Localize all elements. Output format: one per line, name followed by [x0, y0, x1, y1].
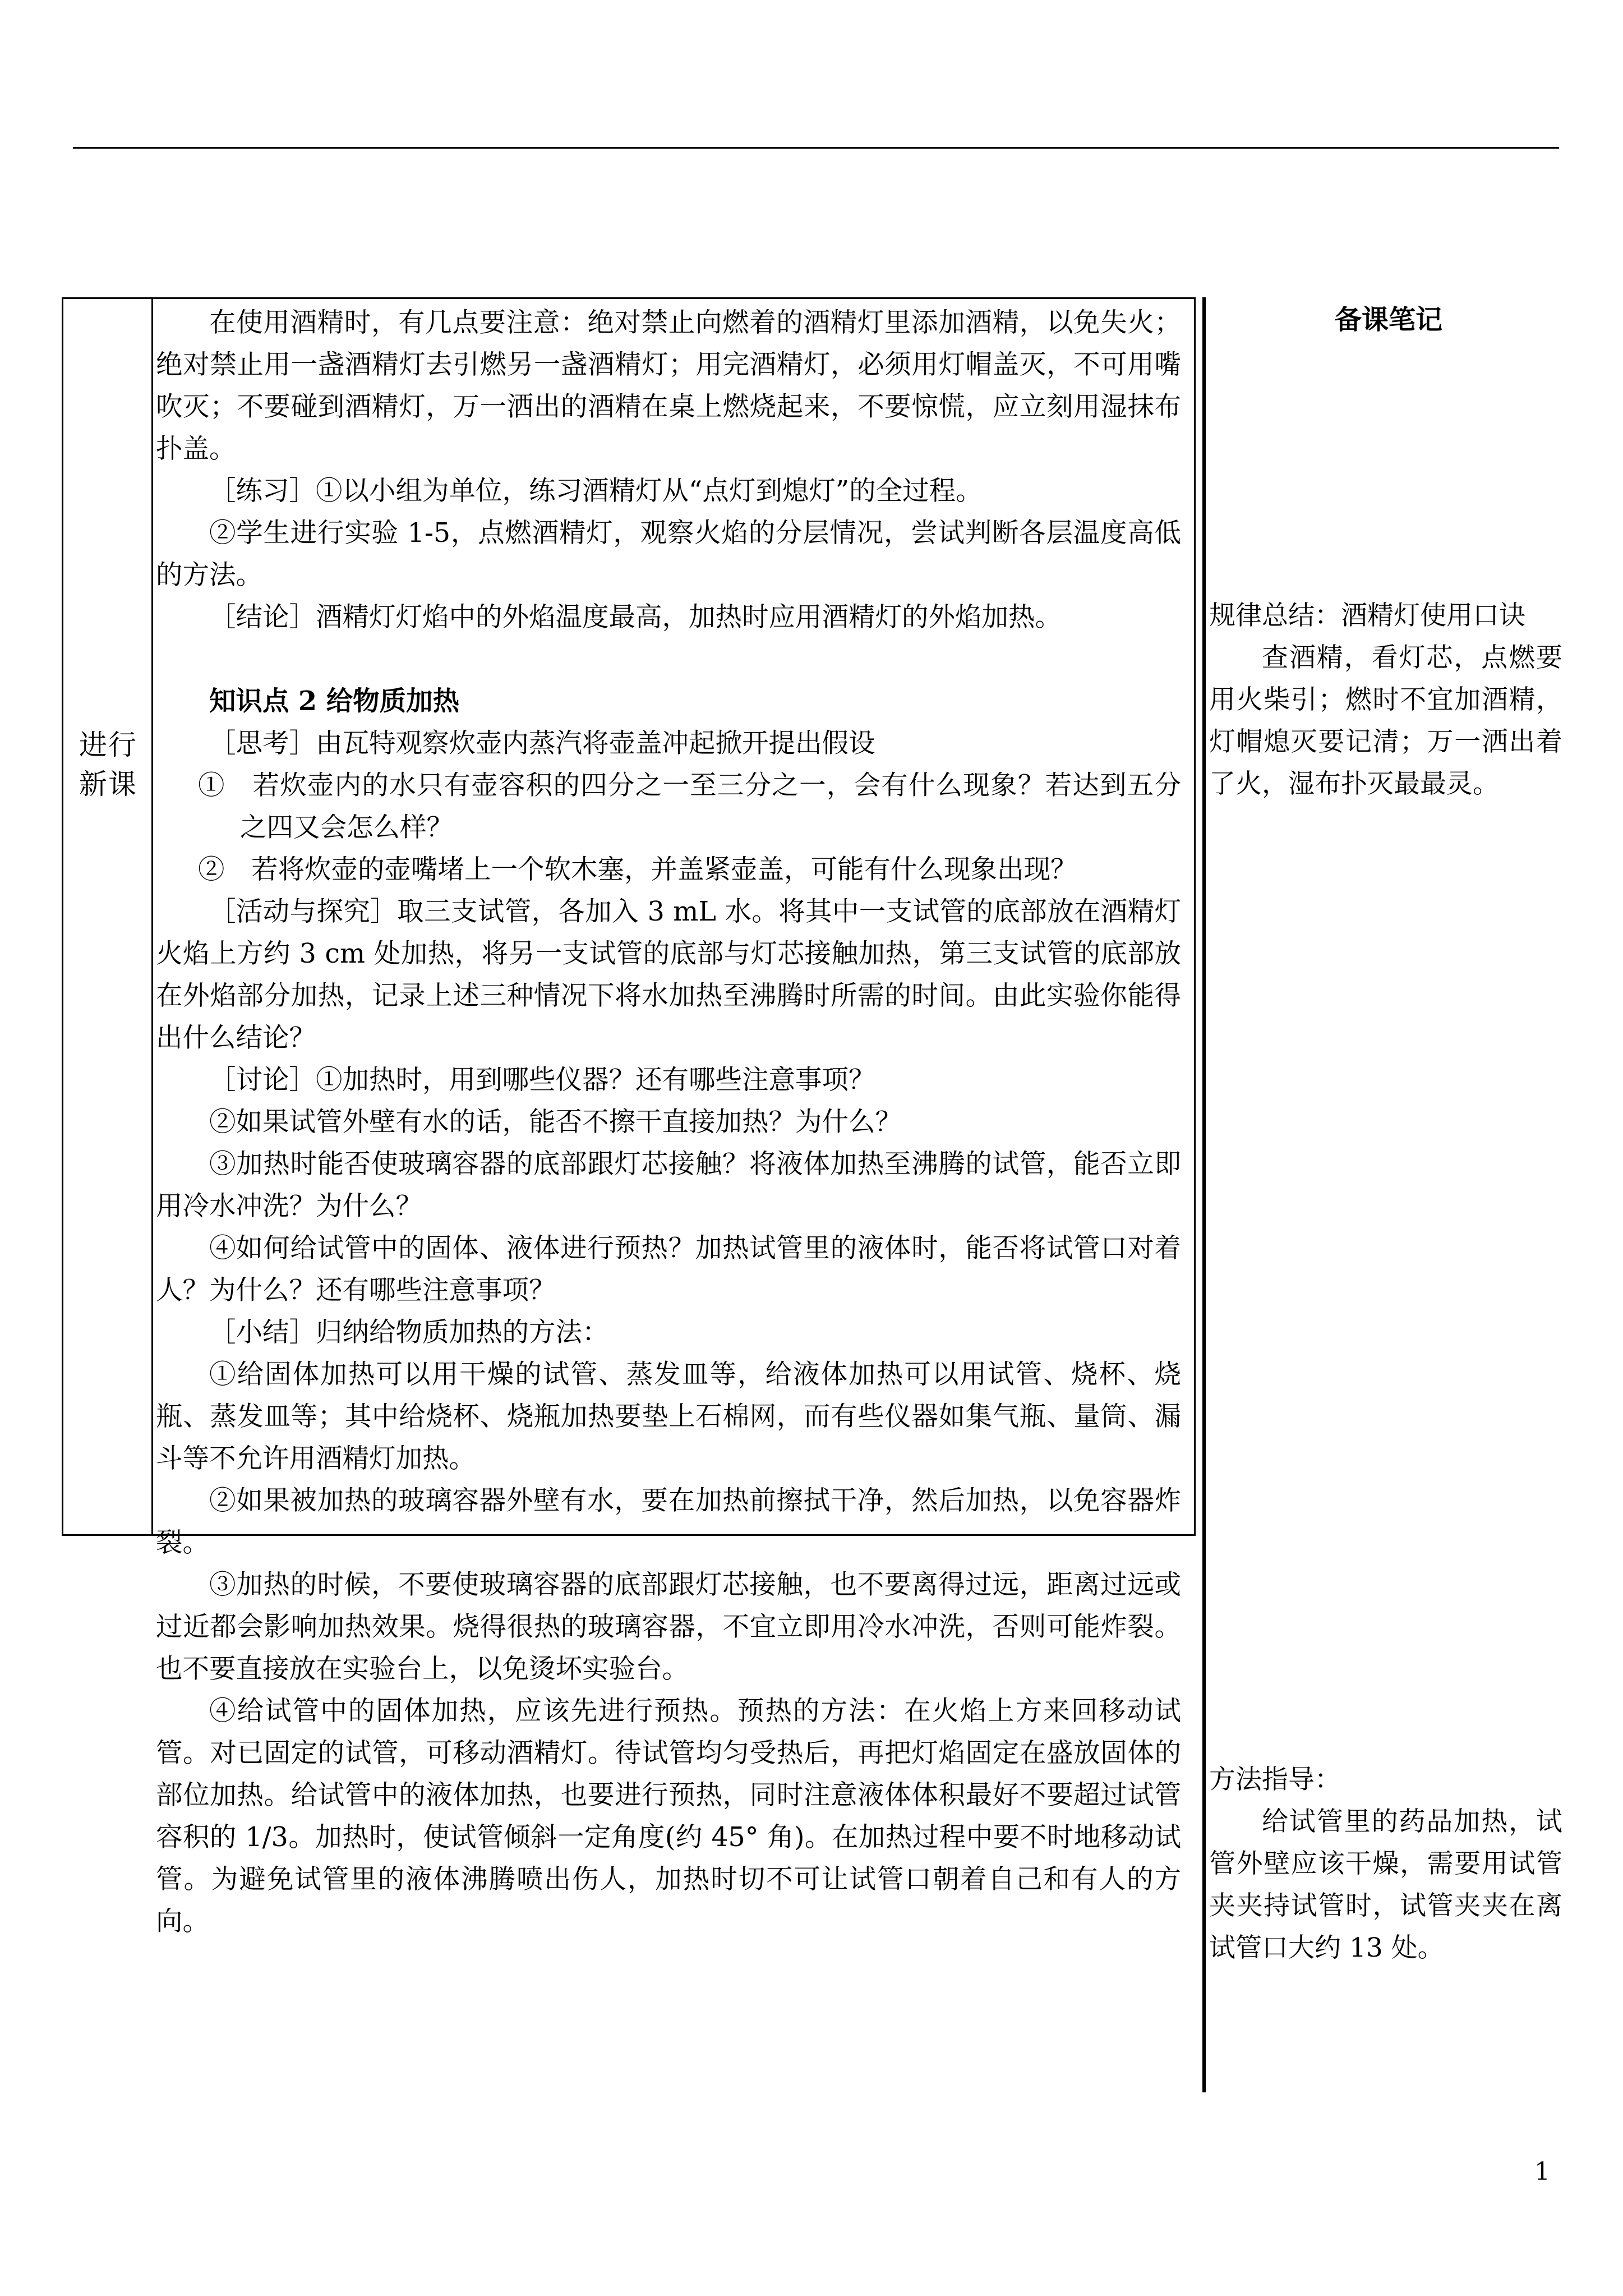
rule-summary-body: 查酒精，看灯芯，点燃要用火柴引；燃时不宜加酒精，灯帽熄灭要记清；万一洒出着了火，湿布扑灭最最灵。 — [1209, 642, 1562, 799]
safety-paragraph: 在使用酒精时，有几点要注意：绝对禁止向燃着的酒精灯里添加酒精，以免失火；绝对禁止用一盏酒精灯去引燃另一盏酒精灯；用完酒精灯，必须用灯帽盖灭，不可用嘴吹灭；不要碰到酒精灯，万一洒出的酒精在桌上燃烧起来，不要惊慌，应立刻用湿抹布扑盖。 — [156, 307, 1181, 464]
method-guide-body: 给试管里的药品加热，试管外壁应该干燥，需要用试管夹夹持试管时，试管夹夹在离试管口大约 13 处。 — [1209, 1806, 1562, 1963]
rule-summary-note — [1209, 595, 1562, 805]
header-rule — [73, 147, 1559, 149]
discussion-item-4: ④如何给试管中的固体、液体进行预热？加热试管里的液体时，能否将试管口对着人？为什么？还有哪些注意事项？ — [156, 1233, 1181, 1306]
method-guide-note — [1209, 1759, 1562, 1969]
hypothesis-item-1: ① 若炊壶内的水只有壶容积的四分之一至三分之一，会有什么现象？若达到五分之四又会怎么样？ — [198, 770, 1181, 843]
summary-heading: ［小结］归纳给物质加热的方法： — [209, 1317, 609, 1348]
knowledge-point-heading: 知识点 2 给物质加热 — [209, 685, 460, 717]
stage-column — [63, 299, 153, 1534]
summary-item-4: ④给试管中的固体加热，应该先进行预热。预热的方法：在火焰上方来回移动试管。对已固定的试管，可移动酒精灯。待试管均匀受热后，再把灯焰固定在盛放固体的部位加热。给试管中的液体加热，也要进行预热，同时注意液体体积最好不要超过试管容积的 1/3。加热时，使试管倾斜一定角度(约 45° 角)。在加热过程中要不时地移动试管。为避免试管里的液体沸腾喷出伤人，加热时切不可让试管口朝着自己和有人的方向。 — [156, 1696, 1181, 1937]
summary-item-3: ③加热的时候，不要使玻璃容器的底部跟灯芯接触，也不要离得过远，距离过远或过近都会影响加热效果。烧得很热的玻璃容器，不宜立即用冷水冲洗，否则可能炸裂。也不要直接放在实验台上，以免烫坏实验台。 — [156, 1570, 1181, 1685]
conclusion-paragraph: ［结论］酒精灯灯焰中的外焰温度最高，加热时应用酒精灯的外焰加热。 — [209, 602, 1062, 633]
summary-item-1: ①给固体加热可以用干燥的试管、蒸发皿等，给液体加热可以用试管、烧杯、烧瓶、蒸发皿等；其中给烧杯、烧瓶加热要垫上石棉网，而有些仪器如集气瓶、量筒、漏斗等不允许用酒精灯加热。 — [156, 1359, 1181, 1474]
stage-label-line1: 进行 — [79, 729, 137, 761]
stage-label — [63, 725, 153, 804]
hypothesis-item-2: ② 若将炊壶的壶嘴堵上一个软木塞，并盖紧壶盖，可能有什么现象出现？ — [198, 854, 1077, 885]
method-guide-heading: 方法指导： — [1209, 1764, 1341, 1795]
discussion-paragraph: ［讨论］①加热时，用到哪些仪器？还有哪些注意事项？ — [209, 1065, 875, 1096]
content-column — [156, 299, 1188, 1937]
stage-label-line2: 新课 — [79, 768, 137, 800]
rule-summary-heading: 规律总结：酒精灯使用口诀 — [1209, 600, 1525, 631]
experiment-paragraph: ②学生进行实验 1-5，点燃酒精灯，观察火焰的分层情况，尝试判断各层温度高低的方法。 — [156, 518, 1181, 591]
notes-divider — [1202, 297, 1206, 2092]
lesson-table — [62, 297, 1196, 1937]
discussion-item-3: ③加热时能否使玻璃容器的底部跟灯芯接触？将液体加热至沸腾的试管，能否立即用冷水冲洗？为什么？ — [156, 1149, 1181, 1222]
thinking-paragraph: ［思考］由瓦特观察炊壶内蒸汽将壶盖冲起掀开提出假设 — [209, 728, 875, 759]
notes-title: 备课笔记 — [1334, 304, 1442, 335]
page-number: 1 — [1534, 2157, 1550, 2186]
discussion-item-2: ②如果试管外壁有水的话，能否不擦干直接加热？为什么？ — [209, 1107, 902, 1138]
activity-paragraph: ［活动与探究］取三支试管，各加入 3 mL 水。将其中一支试管的底部放在酒精灯火焰上方约 3 cm 处加热，将另一支试管的底部与灯芯接触加热，第三支试管的底部放在外焰部分加热，记录上述三种情况下将水加热至沸腾时所需的时间。由此实验你能得出什么结论？ — [156, 896, 1181, 1053]
practice-paragraph: ［练习］①以小组为单位，练习酒精灯从“点灯到熄灯”的全过程。 — [209, 476, 983, 507]
summary-item-2: ②如果被加热的玻璃容器外壁有水，要在加热前擦拭干净，然后加热，以免容器炸裂。 — [156, 1485, 1181, 1558]
